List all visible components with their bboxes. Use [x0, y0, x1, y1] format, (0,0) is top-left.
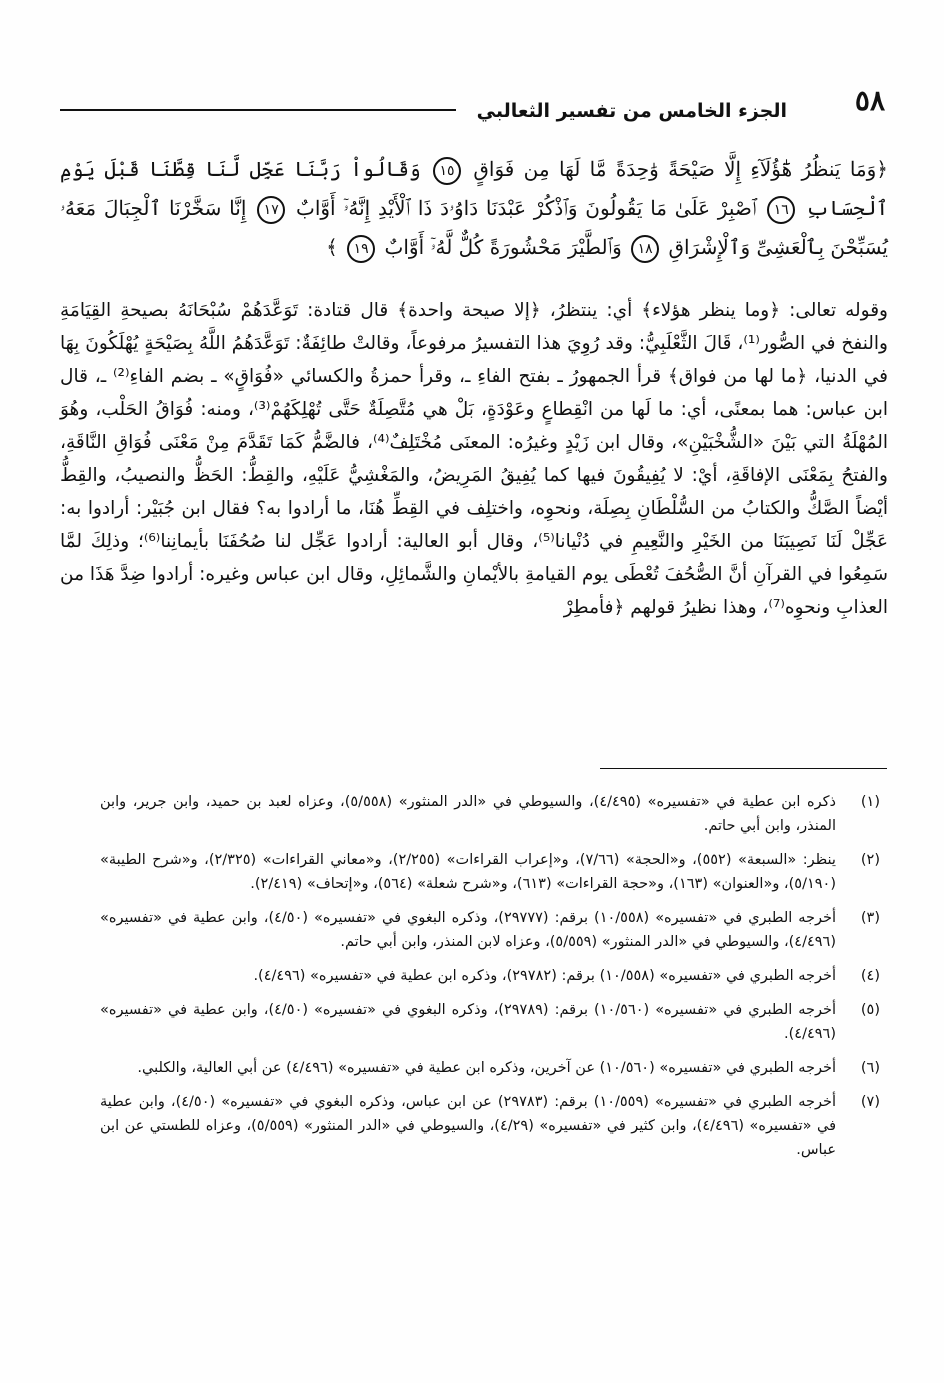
footnote-number: (٢) — [860, 852, 880, 868]
commentary-paragraph: وقوله تعالى: ﴿وما ينظر هؤلاء﴾ أي: ينتظرُ، ﴿إلا صيحة واحدة﴾ قال قتادة: تَوَعَّدَهُمْ سُبْحَانَهُ بصيحةِ القِيَامَةِ والنفخ في الصُّور⁽¹⁾، قَالَ الثَّعْلَبِيُّ: وقد رُوِيَ هذا التفسيرُ مرفوعاً، وقالتْ طائِفَةٌ: تَوَعَّدَهُمُ اللَّهُ بِصَيْحَةٍ يُهْلَكُونَ بِهَا في الدنيا، ﴿ما لها من فواق﴾ قرأ الجمهورُ ـ بفتح الفاءِ ـ، وقرأ حمزةُ والكسائي «فُوَاقٍ» ـ بضم الفاءِ⁽²⁾ ـ، قال ابن عباس: هما بمعنًى، أي: ما لَها من انْقِطاعٍ وعَوْدَةٍ، بَلْ هي مُتَّصِلَةٌ حَتَّى تُهْلِكَهُمْ⁽³⁾، ومنه: فُوَاقُ الحَلْب، وهُوَ المُهْلَةُ التي بَيْنَ «الشُّخْبَيْنِ»، وقال ابن زَيْدٍ وغيرُه: المعنَى مُخْتَلِفٌ⁽⁴⁾، فالضَّمُّ كَمَا تَقَدَّمَ مِنْ مَعْنَى فُوَاقِ النَّاقَةِ، والفتحُ بِمَعْنَى الإفاقَةِ، أيْ: لا يُفِيقُونَ فيها كما يُفِيقُ المَرِيضُ، والمَغْشِيُّ عَلَيْهِ، والقِطُّ: الحَظُّ والنصيبُ، والقِطُّ أيْضاً الصَّكُّ والكتابُ من السُّلْطَانِ بِصِلَة، ونحوِه، واختلِف في القِطِّ هُنَا، ما أرادوا به؟ فقال ابن جُبَيْر: أرادوا به: عَجِّلْ لَنَا نَصِيبَنَا من الخَيْرِ والنَّعِيمِ في دُنْيانا⁽⁵⁾، وقال أبو العالية: أرادوا عَجِّل لنا صُحُفَنَا بأيمانِنا⁽⁶⁾؛ وذلِكَ لمَّا سَمِعُوا في القرآنِ أنَّ الصُّحُفَ تُعْطَى يوم القيامةِ بالأيْمانِ والشَّمائِلِ، وقال ابن عباس وغيره: أرادوا ضِدَّ هَذَا من العذابِ ونحوِه⁽⁷⁾، وهذا نظيرُ قولهم ﴿فأمطِرْ — [60, 300, 888, 618]
verse-text: إِنَّا سَخَّرْنَا ٱلْجِبَالَ مَعَهُۥ يُسَبِّحْنَ بِٱلْعَشِىِّ وَٱلْإِشْرَاقِ — [60, 196, 888, 259]
verse-text: ﴿وَمَا يَنظُرُ هَٰٓؤُلَآءِ إِلَّا صَيْحَةً وَٰحِدَةً مَّا لَهَا مِن فَوَاقٍ — [473, 157, 889, 181]
footnote-separator — [600, 768, 887, 769]
footnote-text: ينظر: «السبعة» (٥٥٢)، و«الحجة» (٧/٦٦)، و«إعراب القراءات» (٢/٢٥٥)، و«معاني القراءات» (٢/٣٢٥)، و«شرح الطيبة» (٥/١٩٠)، و«العنوان» (١٦٣)، و«حجة القراءات» (٦١٣)، و«شرح شعلة» (٥٦٤)، و«إتحاف» (٢/٤١٩). — [100, 852, 836, 892]
footnote-text: ذكره ابن عطية في «تفسيره» (٤/٤٩٥)، والسيوطي في «الدر المنثور» (٥/٥٥٨)، وعزاه لعبد بن حميد، وابن جرير، وابن المنذر، وابن أبي حاتم. — [100, 794, 836, 834]
footnotes — [100, 790, 880, 1172]
footnote-text: أخرجه الطبري في «تفسيره» (١٠/٥٥٩) برقم: (٢٩٧٨٣) عن ابن عباس، وذكره البغوي في «تفسيره» (٤/٥٠)، وابن عطية في «تفسيره» (٤/٤٩٦)، وابن كثير في «تفسيره» (٤/٢٩)، والسيوطي في «الدر المنثور» (٥/٥٥٩)، وعزاه للطستي عن ابن عباس. — [100, 1094, 837, 1158]
verse-text: ٱصْبِرْ عَلَىٰ مَا يَقُولُونَ وَٱذْكُرْ عَبْدَنَا دَاوُۥدَ ذَا ٱلْأَيْدِ إِنَّهُۥٓ أَوَّابٌ — [296, 196, 757, 220]
footnote-number: (٣) — [860, 910, 880, 926]
verse-number-mark: ١٨ — [631, 235, 659, 263]
footnote — [100, 906, 880, 954]
footnote-text: أخرجه الطبري في «تفسيره» (١٠/٥٦٠) برقم: (٢٩٧٨٩)، وذكره البغوي في «تفسيره» (٤/٥٠)، وابن عطية في «تفسيره» (٤/٤٩٦). — [100, 1002, 836, 1042]
verse-close-bracket: ﴾ — [326, 235, 338, 259]
footnote — [100, 848, 880, 896]
footnote — [100, 998, 880, 1046]
verse-number-mark: ١٧ — [257, 196, 285, 224]
footnote-text: أخرجه الطبري في «تفسيره» (١٠/٥٥٨) برقم: (٢٩٧٧٧)، وذكره البغوي في «تفسيره» (٤/٥٠)، وابن عطية في «تفسيره» (٤/٤٩٦)، والسيوطي في «الدر المنثور» (٥/٥٥٩)، وعزاه لابن المنذر، وابن أبي حاتم. — [100, 910, 836, 950]
footnote-number: (٥) — [860, 1002, 880, 1018]
footnote — [100, 790, 880, 838]
page-header — [60, 86, 885, 130]
footnote-number: (٦) — [860, 1060, 880, 1076]
verse-text: وَقَالُواْ رَبَّنَا عَجِّل لَّنَا قِطَّنَا قَبْلَ يَوْمِ ٱلْحِسَابِ — [60, 157, 889, 220]
footnote — [100, 964, 880, 988]
header-rule — [60, 109, 456, 111]
footnote-number: (١) — [860, 794, 880, 810]
footnote — [100, 1090, 880, 1162]
verse-number-mark: ١٦ — [767, 196, 795, 224]
verse-number-mark: ١٥ — [433, 157, 461, 185]
footnote-text: أخرجه الطبري في «تفسيره» (١٠/٥٦٠) عن آخرين، وذكره ابن عطية في «تفسيره» (٤/٤٩٦) عن أبي العالية، والكلبي. — [137, 1060, 836, 1076]
running-title: الجزء الخامس من تفسير الثعالبي — [476, 100, 787, 122]
footnote-number: (٤) — [860, 968, 880, 984]
page-number: ٥٨ — [854, 84, 885, 117]
quran-verses — [60, 150, 888, 267]
verse-text: وَٱلطَّيْرَ مَحْشُورَةً كُلٌّ لَّهُۥٓ أَوَّابٌ — [384, 235, 622, 259]
footnote-number: (٧) — [860, 1094, 880, 1110]
verse-number-mark: ١٩ — [347, 235, 375, 263]
footnote-text: أخرجه الطبري في «تفسيره» (١٠/٥٥٨) برقم: (٢٩٧٨٢)، وذكره ابن عطية في «تفسيره» (٤/٤٩٦). — [253, 968, 836, 984]
commentary-text — [60, 294, 888, 624]
footnote — [100, 1056, 880, 1080]
